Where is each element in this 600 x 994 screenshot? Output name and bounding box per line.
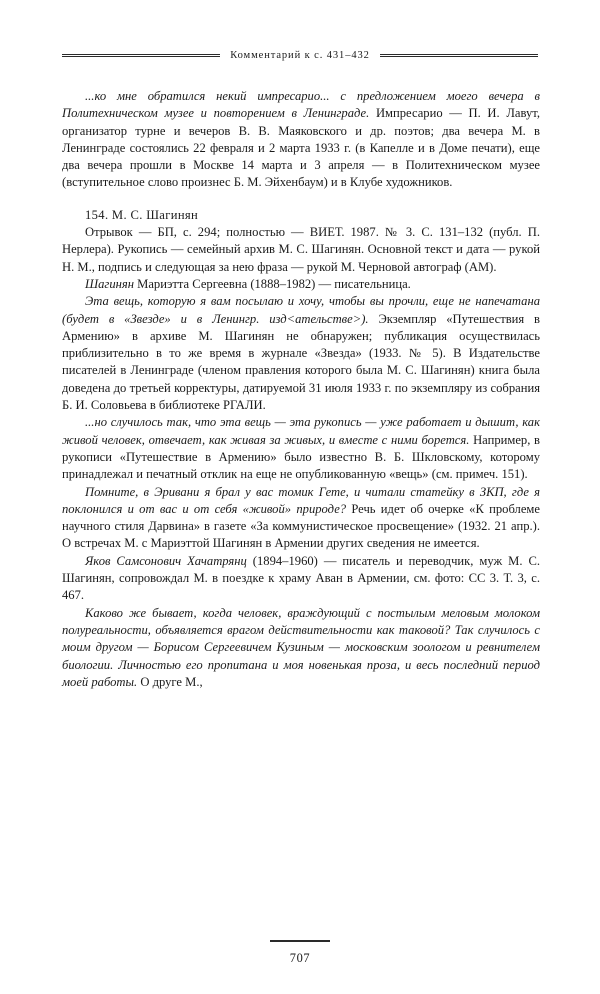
running-title: Комментарий к с. 431–432 (230, 49, 370, 61)
commentary-text: 154. М. С. Шагинян (85, 207, 199, 222)
commentary-text: Например, в рукописи «Путешествие в Армению» было известно В. Б. Шкловскому, которому принадлежал и печатный отклик на еще не опубликованную «вещь» (см. примеч. 151). (62, 432, 540, 482)
commentary-text: Экземпляр «Путешествия в Армению» в архиве М. Шагинян не обнаружен; публикация осуществилась приблизительно в то же время в журнале «Звезда» (1933. № 5). В Издательстве писателей в Ленинграде (членом правления которого была М. С. Шагинян) книга была доведена до третьей корректуры, датируемой 31 июля 1933 г. по экземпляру из собрания Б. И. Соловьева в библиотеке РГАЛИ. (62, 311, 540, 413)
header-rule-right (380, 54, 538, 57)
quoted-text: Каково же бывает, когда человек, враждующий с постылым меловым молоком полуреальности, объявляется врагом действительности как таковой? Так случилось с моим другом — Борисом Сергеевичем Кузиным — московским зоологом и ревнителем биологии. Личностью его пропитана и моя новенькая проза, и весь последний период моей работы. (62, 605, 540, 689)
quoted-text: Помните, в Эривани я брал у вас томик Гете, и читали статейку в ЗКП, где я поклонился и от вас и от себя «живой» природе? (62, 484, 540, 516)
commentary-text: Мариэтта Сергеевна (1888–1982) — писательница. (134, 276, 411, 291)
commentary-text: Речь идет об очерке «К проблеме научного стиля Дарвина» в газете «За коммунистическое просвещение» (1932. 21 апр.). О встречах М. с Мариэттой Шагинян в Армении других сведения не имеется. (62, 501, 540, 551)
quoted-text: ...но случилось так, что эта вещь — эта рукопись — уже работает и дышит, как живой человек, отвечает, как живая за живых, и вместе с ними борется. (62, 415, 540, 447)
paragraph (62, 88, 540, 192)
paragraph (62, 293, 540, 414)
footer-rule (270, 940, 330, 942)
quoted-text: Эта вещь, которую я вам посылаю и хочу, чтобы вы прочли, еще не напечатана (будет в «Звезде» и в Ленингр. изд<ательстве>). (62, 294, 540, 326)
paragraph-spacer (62, 192, 540, 207)
commentary-text: О друге М., (137, 674, 203, 689)
paragraph (62, 414, 540, 483)
commentary-text: Отрывок — БП, с. 294; полностью — ВИЕТ. 1987. № 3. С. 131–132 (публ. П. Нерлера). Рукопись — семейный архив М. С. Шагинян. Основной текст и дата — рукой Н. М., подпись и следующая за нею фраза — рукой М. Черновой автограф (АМ). (62, 225, 540, 274)
commentary-text: (1894–1960) — писатель и переводчик, муж М. С. Шагинян, сопровождал М. в поездке к храму Аван в Армении, см. фото: СС 3. Т. 3, с. 467. (62, 553, 540, 603)
section-heading (62, 207, 540, 224)
quoted-text: ...ко мне обратился некий импресарио... с предложением моего вечера в Политехническом музее и повторением в Ленинграде. (62, 89, 540, 121)
paragraph (62, 553, 540, 605)
quoted-text: Шагинян (85, 276, 134, 291)
page-number: 707 (289, 951, 311, 965)
paragraph (62, 276, 540, 293)
page-header (62, 46, 538, 64)
quoted-text: Яков Самсонович Хачатрянц (85, 553, 247, 568)
paragraph (62, 484, 540, 553)
page-footer (0, 940, 600, 966)
page-body (62, 88, 540, 691)
paragraph (62, 224, 540, 276)
commentary-text: Импресарио — П. И. Лавут, организатор турне и вечеров В. В. Маяковского и др. поэтов; два вечера М. в Ленинграде состоялись 22 февраля и 2 марта 1933 г. (в Капелле и в Доме печати), еще два вечера прошли в Москве 14 марта и 3 апреля — в Политехническом музее (вступительное слово произнес Б. М. Эйхенбаум) и в Клубе художников. (62, 106, 540, 190)
paragraph (62, 605, 540, 691)
header-rule-left (62, 54, 220, 57)
